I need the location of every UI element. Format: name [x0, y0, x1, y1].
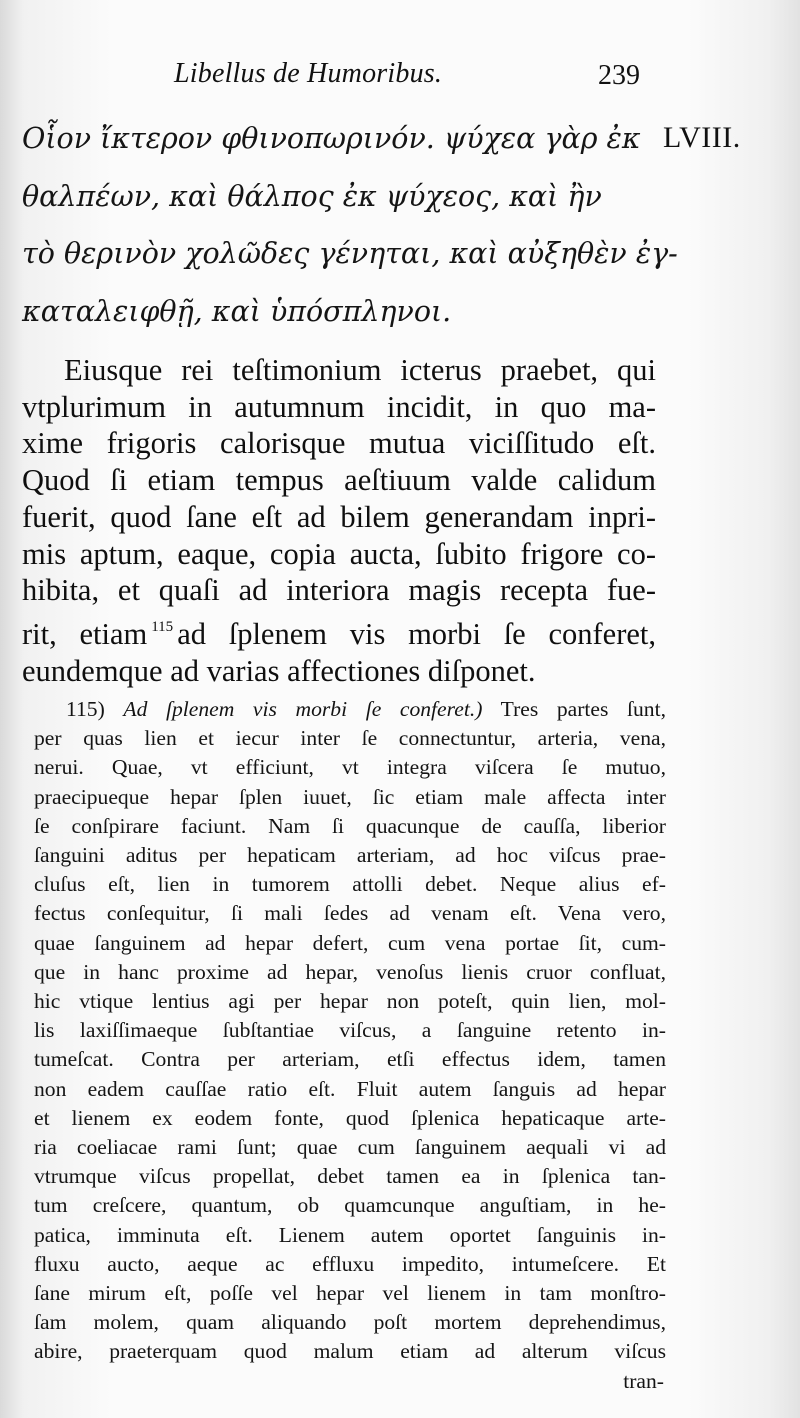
greek-line: Οἷον ἴκτερον φθινοπωρινόν. ψύχεα γὰρ ἐκ: [22, 122, 641, 155]
page-number: 239: [598, 60, 640, 91]
footnote-line: fectus conſequitur, ſi mali ſedes ad venam eſt. Vena vero,: [34, 901, 666, 926]
footnote-line: non eadem cauſſae ratio eſt. Fluit autem ſanguis ad hepar: [34, 1076, 666, 1101]
text-line: [22, 609, 656, 653]
footnote-line: ria coeliacae rami ſunt; quae cum ſanguinem aequali vi ad: [34, 1135, 666, 1160]
footnote-line: ſe conſpirare faciunt. Nam ſi quacunque de cauſſa, liberior: [34, 813, 666, 838]
footnote-line: que in hanc proxime ad hepar, venoſus lienis cruor confluat,: [34, 959, 666, 984]
footnote-number: 115): [66, 697, 105, 721]
footnote-line: patica, imminuta eſt. Lienem autem oportet ſanguinis in-: [34, 1222, 666, 1247]
footnote-line: ſane mirum eſt, poſſe vel hepar vel lienem in tam monſtro-: [34, 1281, 666, 1306]
page-header: [0, 58, 800, 92]
greek-line: καταλειφθῇ, καὶ ὑπόσπληνοι.: [22, 294, 452, 328]
footnote-line: cluſus eſt, lien in tumorem attolli debet. Neque alius ef-: [34, 872, 666, 897]
footnote-lemma: Ad ſplenem vis morbi ſe conferet.): [123, 697, 483, 721]
text-fragment: ad ſplenem vis morbi ſe conferet,: [177, 616, 656, 651]
text-line: fuerit, quod ſane eſt ad bilem generandam inpri-: [22, 499, 656, 534]
footnote-line: et lienem ex eodem fonte, quod ſplenica hepaticaque arte-: [34, 1105, 666, 1130]
footnote-line: ſanguini aditus per hepaticam arteriam, ad hoc viſcus prae-: [34, 843, 666, 868]
text-line: vtplurimum in autumnum incidit, in quo ma-: [22, 389, 656, 424]
text-line: xime frigoris calorisque mutua viciſſitudo eſt.: [22, 426, 656, 461]
footnote-line: [34, 695, 666, 724]
footnote: [34, 695, 666, 1396]
text-fragment: rit, etiam: [22, 616, 148, 651]
section-number: LVIII.: [663, 121, 741, 154]
footnote-line: hic vtique lentius agi per hepar non poteſt, quin lien, mol-: [34, 989, 666, 1014]
footnote-line: nerui. Quae, vt efficiunt, vt integra viſcera ſe mutuo,: [34, 755, 666, 780]
greek-line: θαλπέων, καὶ θάλπος ἐκ ψύχεος, καὶ ἢν: [22, 179, 602, 213]
footnote-fragment: Tres partes ſunt,: [500, 697, 666, 721]
text-line: mis aptum, eaque, copia aucta, ſubito frigore co-: [22, 536, 656, 571]
text-line: hibita, et quaſi ad interiora magis recepta fue-: [22, 573, 656, 608]
footnote-line: tum creſcere, quantum, ob quamcunque anguſtiam, in he-: [34, 1193, 666, 1218]
footnote-line: fluxu aucto, aeque ac effluxu impedito, intumeſcere. Et: [34, 1251, 666, 1276]
main-paragraph: [22, 352, 656, 689]
footnote-line: ſam molem, quam aliquando poſt mortem deprehendimus,: [34, 1310, 666, 1335]
footnote-line: tumeſcat. Contra per arteriam, etſi effectus idem, tamen: [34, 1047, 666, 1072]
footnote-line: quae ſanguinem ad hepar defert, cum vena portae ſit, cum-: [34, 930, 666, 955]
footnote-line: per quas lien et iecur inter ſe connectuntur, arteria, vena,: [34, 726, 666, 751]
footnote-line: vtrumque viſcus propellat, debet tamen ea in ſplenica tan-: [34, 1164, 666, 1189]
footnote-reference: 115: [151, 618, 174, 635]
greek-line: τὸ θερινὸν χολῶδες γένηται, καὶ αὐξηθὲν ἐγ-: [22, 237, 678, 270]
text-line: Eiusque rei teſtimonium icterus praebet, qui: [64, 353, 656, 387]
footnote-line: lis laxiſſimaeque ſubſtantiae viſcus, a ſanguine retento in-: [34, 1018, 666, 1043]
greek-quotation: [22, 110, 678, 340]
footnote-line: praecipueque hepar ſplen iuuet, ſic etiam male affecta inter: [34, 784, 666, 809]
text-line: Quod ſi etiam tempus aeſtiuum valde calidum: [22, 463, 656, 498]
running-title: Libellus de Humoribus.: [174, 58, 443, 89]
text-line: eundemque ad varias affectiones diſponet.: [22, 653, 536, 688]
footnote-line: abire, praeterquam quod malum etiam ad alterum viſcus: [34, 1339, 666, 1364]
catchword: tran-: [623, 1368, 664, 1393]
